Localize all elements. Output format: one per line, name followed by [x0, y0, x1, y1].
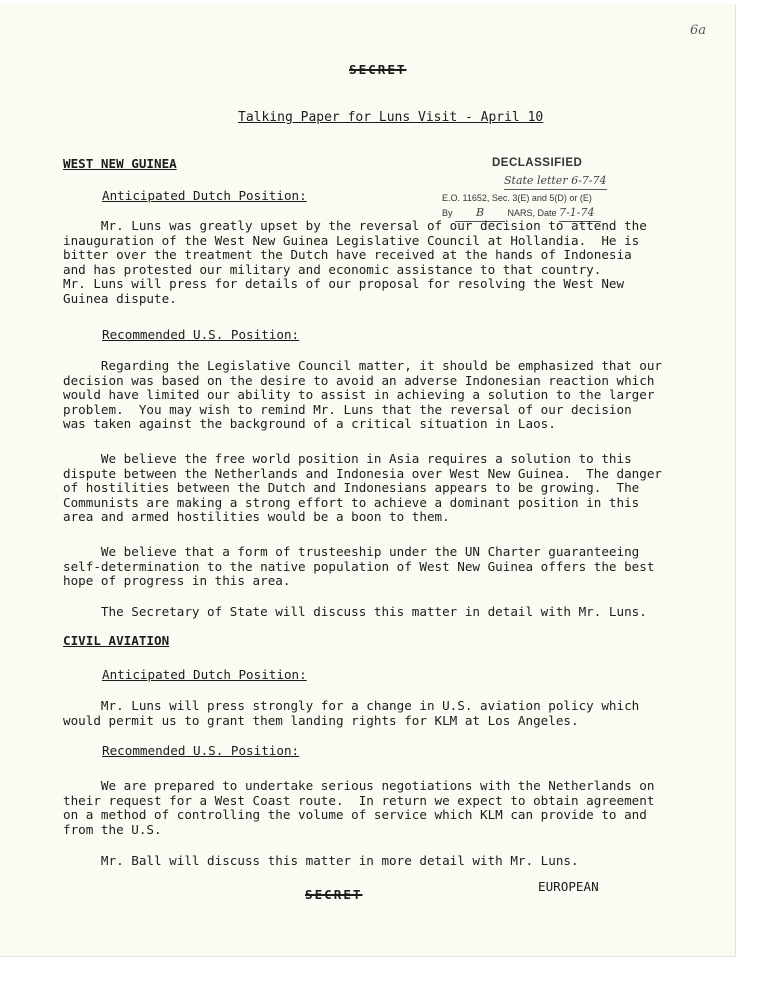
recommended-paragraph: Regarding the Legislative Council matter, it should be emphasized that our decision was based on the desire to avoid an adverse Indonesian reaction which would have limited our ability to assist in achieving a solution to the larger problem. You may wish to remind Mr. Luns that the reversal of our decision was taken against the background of a critical situation in Laos. — [63, 358, 662, 432]
recommended-position-label: Recommended U.S. Position: — [102, 327, 300, 342]
anticipated-position-text: Mr. Luns will press strongly for a change in U.S. aviation policy which would permit us to grant them landing rights for KLM at Los Angeles. — [63, 698, 640, 728]
document-page — [0, 4, 736, 957]
stamp-authority: State letter 6-7-74 — [504, 174, 607, 190]
recommended-paragraph: We believe that a form of trusteeship under the UN Charter guaranteeing self-determination to the native population of West New Guinea offers the best hope of progress in this area. — [63, 544, 655, 589]
section-heading-west-new-guinea: WEST NEW GUINEA — [63, 156, 177, 171]
corner-pencil-mark: 6a — [690, 23, 707, 38]
stamp-by-line: By B NARS, Date 7-1-74 — [442, 206, 601, 222]
classification-top: SECRET — [349, 62, 407, 77]
anticipated-position-text: Mr. Luns was greatly upset by the reversal of our decision to attend the inauguration of the West New Guinea Legislative Council at Hollandia. He is bitter over the treatment the Dutch have received at the hands of Indonesia and has protested our military and economic assistance to that country. Mr. Luns will press for details of our proposal for resolving the West New Guinea dispute. — [63, 218, 647, 306]
recommended-position-label: Recommended U.S. Position: — [102, 743, 300, 758]
recommended-paragraph: We believe the free world position in Asia requires a solution to this dispute between the Netherlands and Indonesia over West New Guinea. The danger of hostilities between the Dutch and Indonesians appears to be growing. The Communists are making a strong effort to achieve a dominant position in this area and armed hostilities would be a boon to them. — [63, 451, 662, 525]
anticipated-position-label: Anticipated Dutch Position: — [102, 188, 307, 203]
anticipated-position-label: Anticipated Dutch Position: — [102, 667, 307, 682]
document-title: Talking Paper for Luns Visit - April 10 — [238, 110, 544, 125]
stamp-eo-line: E.O. 11652, Sec. 3(E) and 5(D) or (E) — [442, 193, 592, 203]
recommended-paragraph: The Secretary of State will discuss this matter in detail with Mr. Luns. — [63, 604, 647, 619]
declassified-stamp — [442, 154, 632, 224]
section-heading-civil-aviation: CIVIL AVIATION — [63, 633, 170, 648]
recommended-paragraph: We are prepared to undertake serious negotiations with the Netherlands on their request for a West Coast route. In return we expect to obtain agreement on a method of controlling the volume of service which KLM can provide to and from the U.S. — [63, 778, 655, 837]
originating-office: EUROPEAN — [538, 879, 599, 894]
stamp-heading: DECLASSIFIED — [492, 157, 583, 169]
recommended-paragraph: Mr. Ball will discuss this matter in more detail with Mr. Luns. — [63, 853, 579, 868]
classification-bottom: SECRET — [305, 887, 363, 902]
